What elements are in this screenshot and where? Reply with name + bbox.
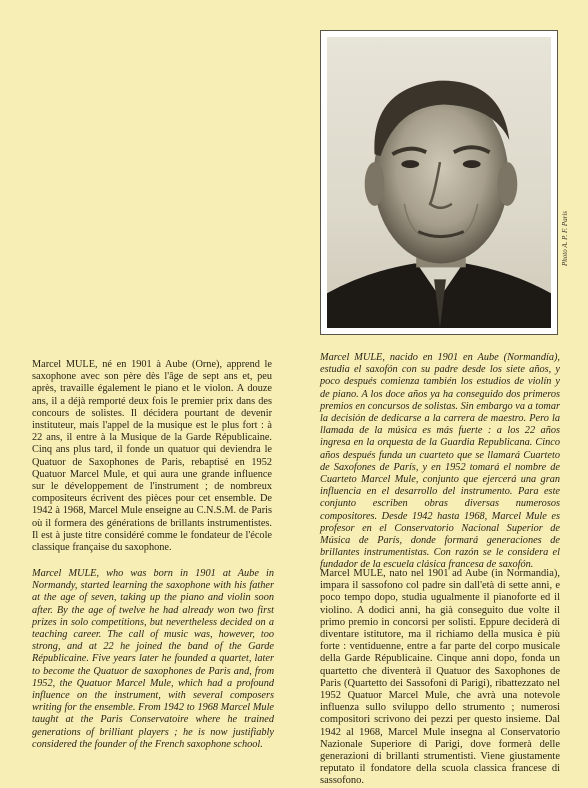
portrait-photo	[327, 37, 551, 328]
biography-french: Marcel MULE, né en 1901 à Aube (Orne), apprend le saxophone avec son père dès l'âge de sept ans et, peu après, travaille également le piano et le violon. A douze ans, il a déjà remporté deux fois le premier prix dans des concours de solistes. Il décidera pourtant de devenir instituteur, mais l'appel de la musique est le plus fort : à 22 ans, il entre à la Musique de la Garde Républicaine. Cinq ans plus tard, il fonde un quatuor qui deviendra le Quatuor de Saxophones de Paris, rebaptisé en 1952 Quatuor Marcel Mule, et qui aura une grande influence sur le développement de l'instrument ; de nombreux compositeurs écrivent des pièces pour cet ensemble. De 1942 à 1968, Marcel Mule enseigne au C.N.S.M. de Paris où il formera des générations de brillants instrumentistes. Il est à juste titre considéré comme le fondateur de l'école classique française du saxophone.	[32, 359, 272, 554]
photo-credit: Photo A. P. F. Paris	[561, 210, 569, 266]
biography-english: Marcel MULE, who was born in 1901 at Aube in Normandy, started learning the saxophone with his father at the age of seven, taking up the piano and violin soon after. By the age of twelve he had already won two first prizes in solo competitions, but nevertheless decided on a teaching career. The call of music was, however, too strong, and at 22 he joined the band of the Garde Républicaine. Five years later he founded a quartet, later to become the Quatuor de saxophones de Paris and, from 1952, the Quatuor Marcel Mule, which had a profound influence on the instrument, with several composers writing for the ensemble. From 1942 to 1968 Marcel Mule taught at the Paris Conservatoire where he trained generations of brilliant players ; he is now justifiably considered the founder of the French saxophone school.	[32, 568, 274, 750]
portrait-illustration	[327, 37, 551, 328]
biography-italian: Marcel MULE, nato nel 1901 ad Aube (in Normandia), impara il sassofono col padre sin dall'età di sette anni, e poco tempo dopo, studia ugualmente il pianoforte ed il violino. A dodici anni, ha già conseguito due volte il primo premio in concorsi per solisti. Eppure deciderà di diventare istitutore, ma il richiamo della musica è più forte : ventiduenne, entre a far parte del corpo musicale della Garde Républicaine. Cinque anni dopo, fonda un quartetto che diventerà il Quatuor des Saxophones de Paris (Quartetto dei Sassofoni di Parigi), ribattezzato nel 1952 Quatuor Marcel Mule, che avrà una notevole influenza sullo sviluppo dello strumento ; numerosi compositori scrivono dei pezzi per questo insieme. Dal 1942 al 1968, Marcel Mule insegna al Conservatorio Nazionale Superiore di Parigi, dove formerà delle generazioni di brillanti strumentisti. Viene giustamente reputato il fondatore della scuola classica francese di sassofono.	[320, 568, 560, 787]
biography-spanish: Marcel MULE, nacido en 1901 en Aube (Normandía), estudia el saxofón con su padre desde los siete años, y poco después comienza también los estudios de violín y de piano. A los doce años ya ha conseguido dos primeros premios en concursos de solistas. Sin embargo va a tomar la decisión de dedicarse a la carrera de maestro. Pero la llamada de la música es más fuerte : a los 22 años ingresa en la orquesta de la Guardia Republicana. Cinco años después funda un cuarteto que se llamará Cuarteto de Saxofones de París, y en 1952 tomará el nombre de Cuarteto Marcel Mule, conjunto que ejercerá una gran influencia en el desarrollo del instrumento. Para este conjunto escriben obras diversas numerosos compositores. Desde 1942 hasta 1968, Marcel Mule es profesor en el Conservatorio Nacional Superior de Música de París, donde formará generaciones de brillantes instrumentistas. Con razón se le considera el fundador de la escuela clásica francesa de saxofón.	[320, 352, 560, 571]
portrait-photo-frame	[320, 30, 558, 335]
